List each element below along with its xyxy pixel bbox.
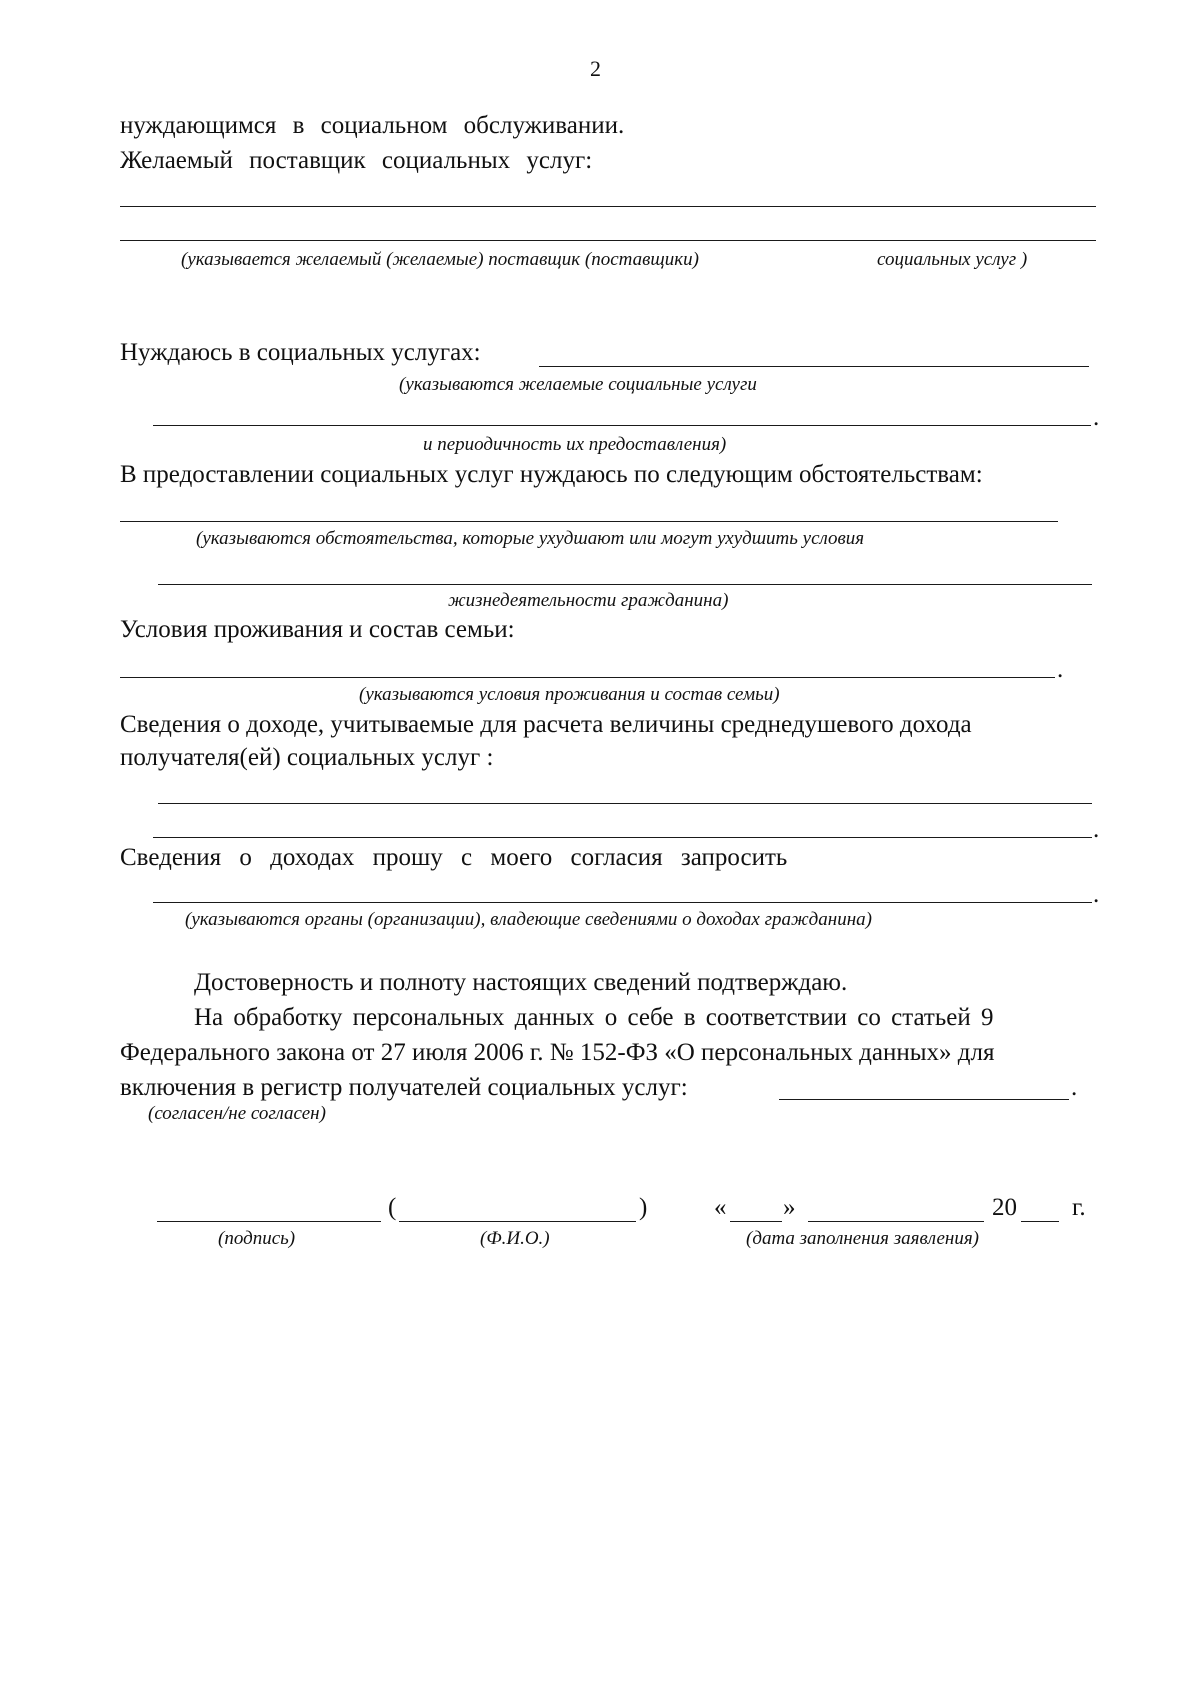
services-label: Нуждаюсь в социальных услугах:	[120, 339, 481, 366]
year-suffix: г.	[1072, 1194, 1086, 1221]
income-line-1: Сведения о доходе, учитываемые для расчета величины среднедушевого дохода	[120, 711, 972, 738]
income-blank-2[interactable]	[153, 837, 1092, 838]
signature-blank[interactable]	[157, 1221, 381, 1222]
confirm-line-4: включения в регистр получателей социальных услуг:	[120, 1074, 688, 1101]
income-end-dot: .	[1093, 816, 1100, 843]
name-open-paren: (	[388, 1194, 397, 1221]
day-close-quote: »	[783, 1194, 796, 1221]
request-blank[interactable]	[153, 902, 1092, 903]
name-close-paren: )	[639, 1194, 648, 1221]
day-open-quote: «	[714, 1194, 727, 1221]
provider-blank-1[interactable]	[120, 206, 1096, 207]
provider-hint-end: социальных услуг )	[877, 249, 1028, 270]
consent-blank[interactable]	[779, 1099, 1069, 1100]
date-hint: (дата заполнения заявления)	[746, 1228, 980, 1249]
income-line-2: получателя(ей) социальных услуг :	[120, 744, 494, 771]
circumstances-label: В предоставлении социальных услуг нуждаюсь по следующим обстоятельствам:	[120, 461, 983, 488]
provider-hint: (указывается желаемый (желаемые) поставщик (поставщики)	[181, 249, 699, 270]
circumstances-blank-2[interactable]	[158, 584, 1092, 585]
services-blank-2[interactable]	[153, 425, 1091, 426]
confirm-line-1: Достоверность и полноту настоящих сведений подтверждаю.	[194, 969, 848, 996]
full-name-hint: (Ф.И.О.)	[480, 1228, 550, 1249]
services-hint-1: (указываются желаемые социальные услуги	[399, 374, 757, 395]
request-label: Сведения о доходах прошу с моего согласия запросить	[120, 844, 788, 871]
living-blank[interactable]	[120, 677, 1055, 678]
request-end-dot: .	[1093, 881, 1100, 908]
consent-hint: (согласен/не согласен)	[148, 1103, 326, 1124]
circumstances-hint-1: (указываются обстоятельства, которые ухудшают или могут ухудшить условия	[196, 528, 865, 549]
confirm-line-2: На обработку персональных данных о себе в соответствии со статьей 9	[194, 1004, 994, 1031]
services-end-dot: .	[1093, 404, 1100, 431]
living-label: Условия проживания и состав семьи:	[120, 616, 515, 643]
circumstances-blank-1[interactable]	[120, 521, 1058, 522]
services-blank-1[interactable]	[539, 366, 1089, 367]
month-blank[interactable]	[808, 1221, 984, 1222]
day-blank[interactable]	[730, 1221, 782, 1222]
intro-line-1: нуждающимся в социальном обслуживании.	[120, 112, 625, 139]
services-hint-2: и периодичность их предоставления)	[423, 434, 727, 455]
full-name-blank[interactable]	[399, 1221, 636, 1222]
circumstances-hint-2: жизнедеятельности гражданина)	[448, 590, 729, 611]
page-number: 2	[590, 56, 601, 81]
living-hint: (указываются условия проживания и состав семьи)	[359, 684, 780, 705]
year-prefix: 20	[992, 1194, 1017, 1221]
income-blank-1[interactable]	[158, 803, 1092, 804]
living-end-dot: .	[1057, 656, 1064, 683]
provider-blank-2[interactable]	[120, 240, 1096, 241]
request-hint: (указываются органы (организации), владеющие сведениями о доходах гражданина)	[185, 909, 872, 930]
signature-hint: (подпись)	[218, 1228, 296, 1249]
consent-end-dot: .	[1071, 1074, 1078, 1101]
year-blank[interactable]	[1021, 1221, 1059, 1222]
intro-line-2: Желаемый поставщик социальных услуг:	[120, 147, 593, 174]
confirm-line-3: Федерального закона от 27 июля 2006 г. № 152-ФЗ «О персональных данных» для	[120, 1039, 995, 1066]
